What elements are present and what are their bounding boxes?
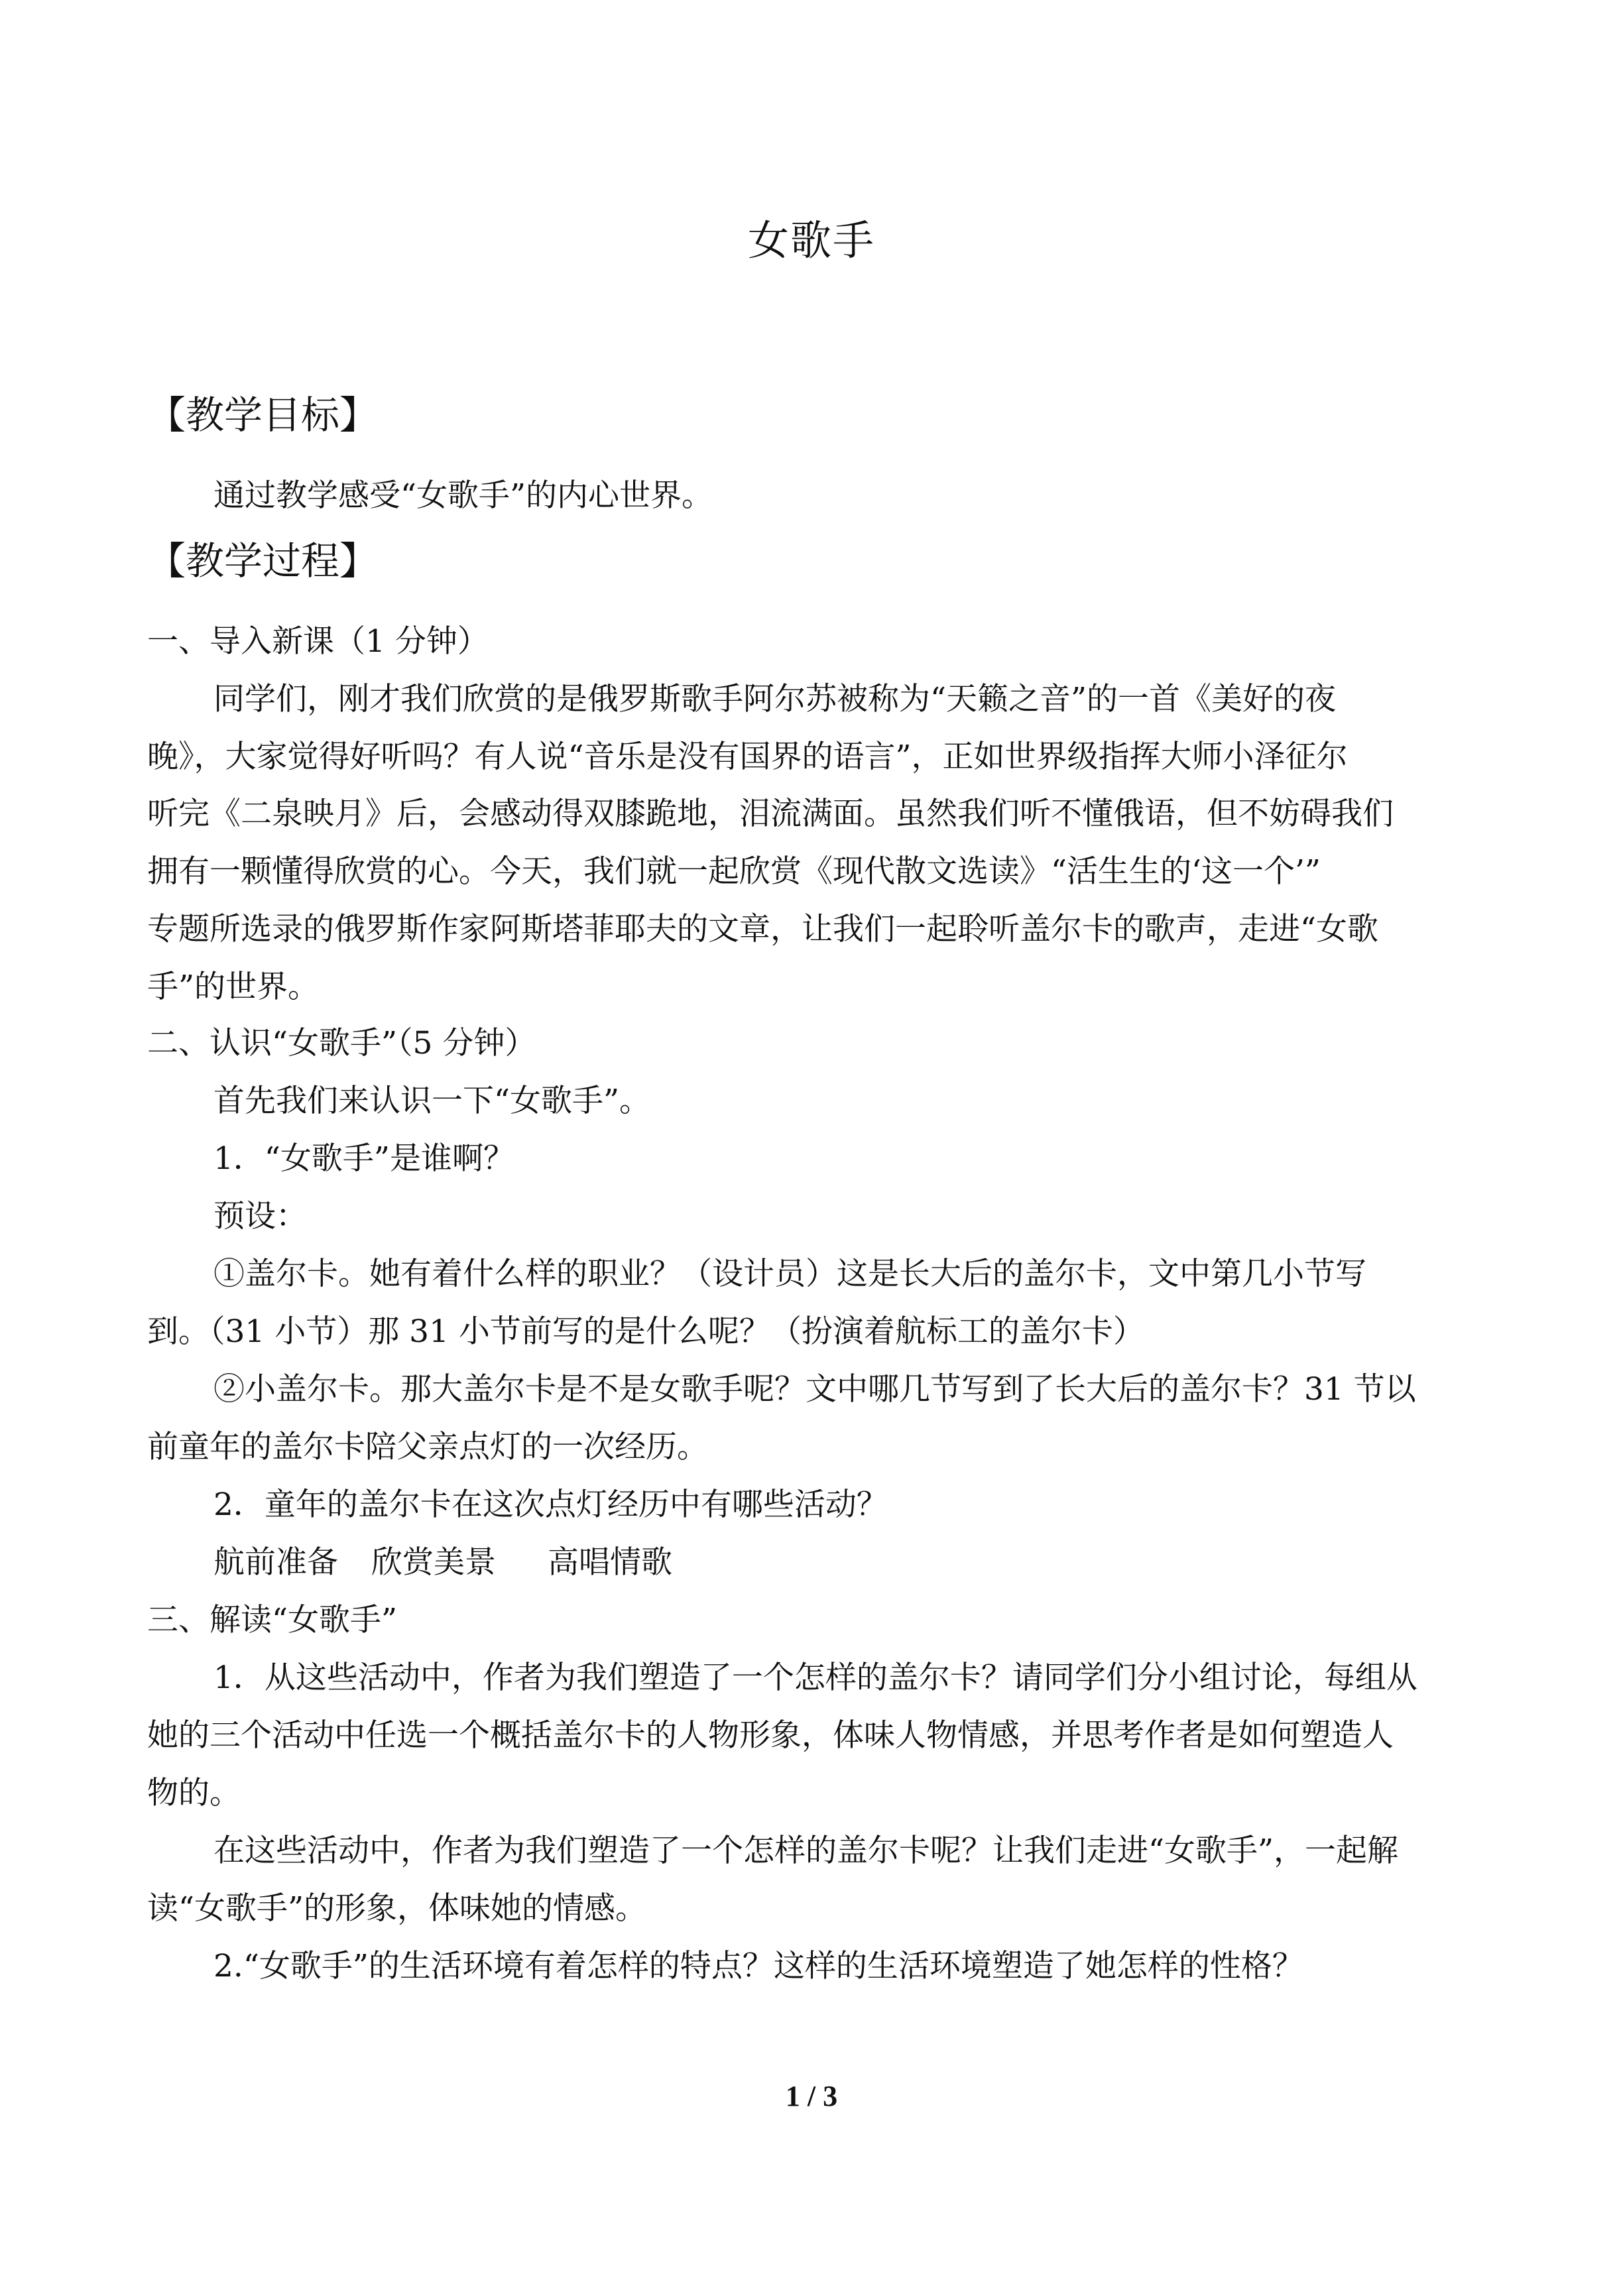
answer-line: ②小盖尔卡。那大盖尔卡是不是女歌手呢？文中哪几节写到了长大后的盖尔卡？31 节以 <box>213 1371 1416 1408</box>
heading-objective: 【教学目标】 <box>147 393 379 438</box>
answer-line: ①盖尔卡。她有着什么样的职业？（设计员）这是长大后的盖尔卡，文中第几小节写 <box>213 1256 1366 1292</box>
section-title-2: 二、认识“女歌手”（5 分钟） <box>147 1025 536 1061</box>
heading-process: 【教学过程】 <box>147 538 379 583</box>
paragraph-line: 同学们，刚才我们欣赏的是俄罗斯歌手阿尔苏被称为“天籁之音”的一首《美好的夜 <box>213 681 1337 717</box>
activities-list <box>213 1541 672 1584</box>
question-2: 2．童年的盖尔卡在这次点灯经历中有哪些活动？ <box>213 1486 888 1523</box>
page-number: 1 / 3 <box>785 2080 838 2112</box>
paragraph-line: 专题所选录的俄罗斯作家阿斯塔菲耶夫的文章，让我们一起聆听盖尔卡的歌声，走进“女歌 <box>147 911 1379 947</box>
paragraph-line: 读“女歌手”的形象，体味她的情感。 <box>147 1890 647 1927</box>
question-1: 1．“女歌手”是谁啊？ <box>213 1140 514 1177</box>
paragraph-line: 手”的世界。 <box>147 969 320 1005</box>
paragraph-line: 听完《二泉映月》后，会感动得双膝跪地，泪流满面。虽然我们听不懂俄语，但不妨碍我们 <box>147 796 1394 832</box>
paragraph-line: 物的。 <box>147 1775 241 1811</box>
preset-label: 预设： <box>213 1198 307 1235</box>
answer-line: 前童年的盖尔卡陪父亲点灯的一次经历。 <box>147 1429 708 1465</box>
paragraph-line: 她的三个活动中任选一个概括盖尔卡的人物形象，体味人物情感，并思考作者是如何塑造人 <box>147 1717 1394 1754</box>
paragraph-line: 2.“女歌手”的生活环境有着怎样的特点？这样的生活环境塑造了她怎样的性格？ <box>213 1948 1303 1984</box>
paragraph-line: 拥有一颗懂得欣赏的心。今天，我们就一起欣赏《现代散文选读》“活生生的‘这一个’” <box>147 853 1321 890</box>
paragraph-line: 在这些活动中，作者为我们塑造了一个怎样的盖尔卡呢？让我们走进“女歌手”，一起解 <box>213 1833 1399 1869</box>
activity-item: 欣赏美景 <box>371 1544 496 1581</box>
activity-item: 航前准备 <box>213 1544 338 1581</box>
objective-text: 通过教学感受“女歌手”的内心世界。 <box>213 477 713 514</box>
paragraph-line: 1．从这些活动中，作者为我们塑造了一个怎样的盖尔卡？请同学们分小组讨论，每组从 <box>213 1660 1417 1696</box>
section-title-3: 三、解读“女歌手” <box>147 1602 398 1638</box>
document-title: 女歌手 <box>747 216 875 265</box>
section-title-1: 一、导入新课（1 分钟） <box>147 623 489 660</box>
paragraph-line: 晚》，大家觉得好听吗？有人说“音乐是没有国界的语言”，正如世界级指挥大师小泽征尔 <box>147 739 1348 775</box>
section2-intro: 首先我们来认识一下“女歌手”。 <box>213 1083 651 1119</box>
answer-line: 到。（31 小节）那 31 小节前写的是什么呢？（扮演着航标工的盖尔卡） <box>147 1313 1144 1350</box>
activity-item: 高唱情歌 <box>548 1544 672 1581</box>
